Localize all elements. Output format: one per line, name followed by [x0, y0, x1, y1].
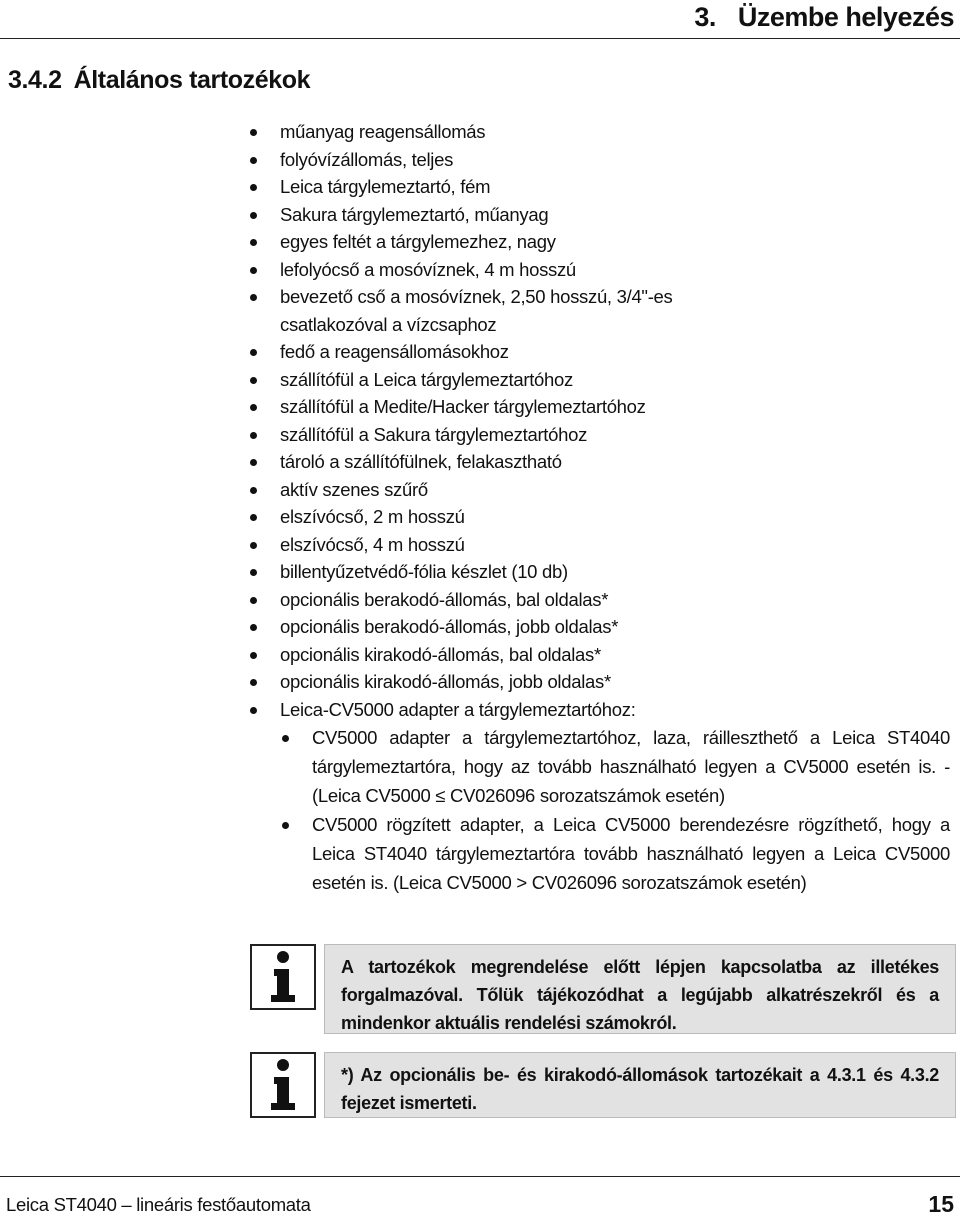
sub-list-item: CV5000 adapter a tárgylemeztartóhoz, laza, ráilleszthető a Leica ST4040 tárgylemeztartóra, hogy az tovább használható legyen a CV5000 esetén is. - (Leica CV5000 ≤ CV026096 sorozatszámok esetén): [282, 723, 950, 810]
list-item: elszívócső, 2 m hosszú: [250, 503, 950, 531]
footer-product-title: Leica ST4040 – lineáris festőautomata: [6, 1194, 311, 1215]
chapter-title: [694, 2, 954, 33]
list-item-adapter: [250, 696, 950, 898]
note-text: A tartozékok megrendelése előtt lépjen kapcsolatba az illetékes forgalmazóval. Tőlük tájékozódhat a legújabb alkatrészekről és a mindenkor aktuális rendelési számokról.: [324, 944, 956, 1034]
adapter-sub-list: [282, 723, 950, 897]
list-item: opcionális kirakodó-állomás, jobb oldalas*: [250, 668, 950, 696]
header-divider: [0, 38, 960, 39]
list-item: szállítófül a Medite/Hacker tárgylemeztartóhoz: [250, 393, 950, 421]
list-item: fedő a reagensállomásokhoz: [250, 338, 950, 366]
list-item: opcionális berakodó-állomás, jobb oldalas*: [250, 613, 950, 641]
list-item: szállítófül a Sakura tárgylemeztartóhoz: [250, 421, 950, 449]
list-item: elszívócső, 4 m hosszú: [250, 531, 950, 559]
list-item: műanyag reagensállomás: [250, 118, 950, 146]
list-item: bevezető cső a mosóvíznek, 2,50 hosszú, 3/4"-es csatlakozóval a vízcsaphoz: [250, 283, 730, 338]
list-item: Leica tárgylemeztartó, fém: [250, 173, 950, 201]
info-icon: [250, 944, 316, 1010]
note-text: *) Az opcionális be- és kirakodó-állomások tartozékait a 4.3.1 és 4.3.2 fejezet ismerteti.: [324, 1052, 956, 1118]
section-name: Általános tartozékok: [73, 66, 311, 94]
chapter-name: Üzembe helyezés: [737, 2, 954, 32]
list-item: Sakura tárgylemeztartó, műanyag: [250, 201, 950, 229]
info-icon: [250, 1052, 316, 1118]
list-item: tároló a szállítófülnek, felakasztható: [250, 448, 950, 476]
accessory-list: [250, 118, 950, 897]
sub-list-item: CV5000 rögzített adapter, a Leica CV5000 berendezésre rögzíthető, hogy a Leica ST4040 tárgylemeztartóra tovább használható legyen a Leica CV5000 esetén is. (Leica CV5000 > CV026096 sorozatszámok esetén): [282, 810, 950, 897]
footer-divider: [0, 1176, 960, 1177]
list-item: lefolyócső a mosóvíznek, 4 m hosszú: [250, 256, 950, 284]
page-number: 15: [928, 1191, 954, 1217]
list-item-label: Leica-CV5000 adapter a tárgylemeztartóhoz:: [280, 698, 636, 720]
list-item: opcionális kirakodó-állomás, bal oldalas*: [250, 641, 950, 669]
list-item: egyes feltét a tárgylemezhez, nagy: [250, 228, 950, 256]
section-title: [8, 66, 310, 95]
chapter-number: 3.: [694, 2, 716, 32]
list-item: billentyűzetvédő-fólia készlet (10 db): [250, 558, 950, 586]
list-item: aktív szenes szűrő: [250, 476, 950, 504]
list-item: opcionális berakodó-állomás, bal oldalas*: [250, 586, 950, 614]
list-item: szállítófül a Leica tárgylemeztartóhoz: [250, 366, 950, 394]
section-number: 3.4.2: [8, 66, 62, 94]
list-item: folyóvízállomás, teljes: [250, 146, 950, 174]
